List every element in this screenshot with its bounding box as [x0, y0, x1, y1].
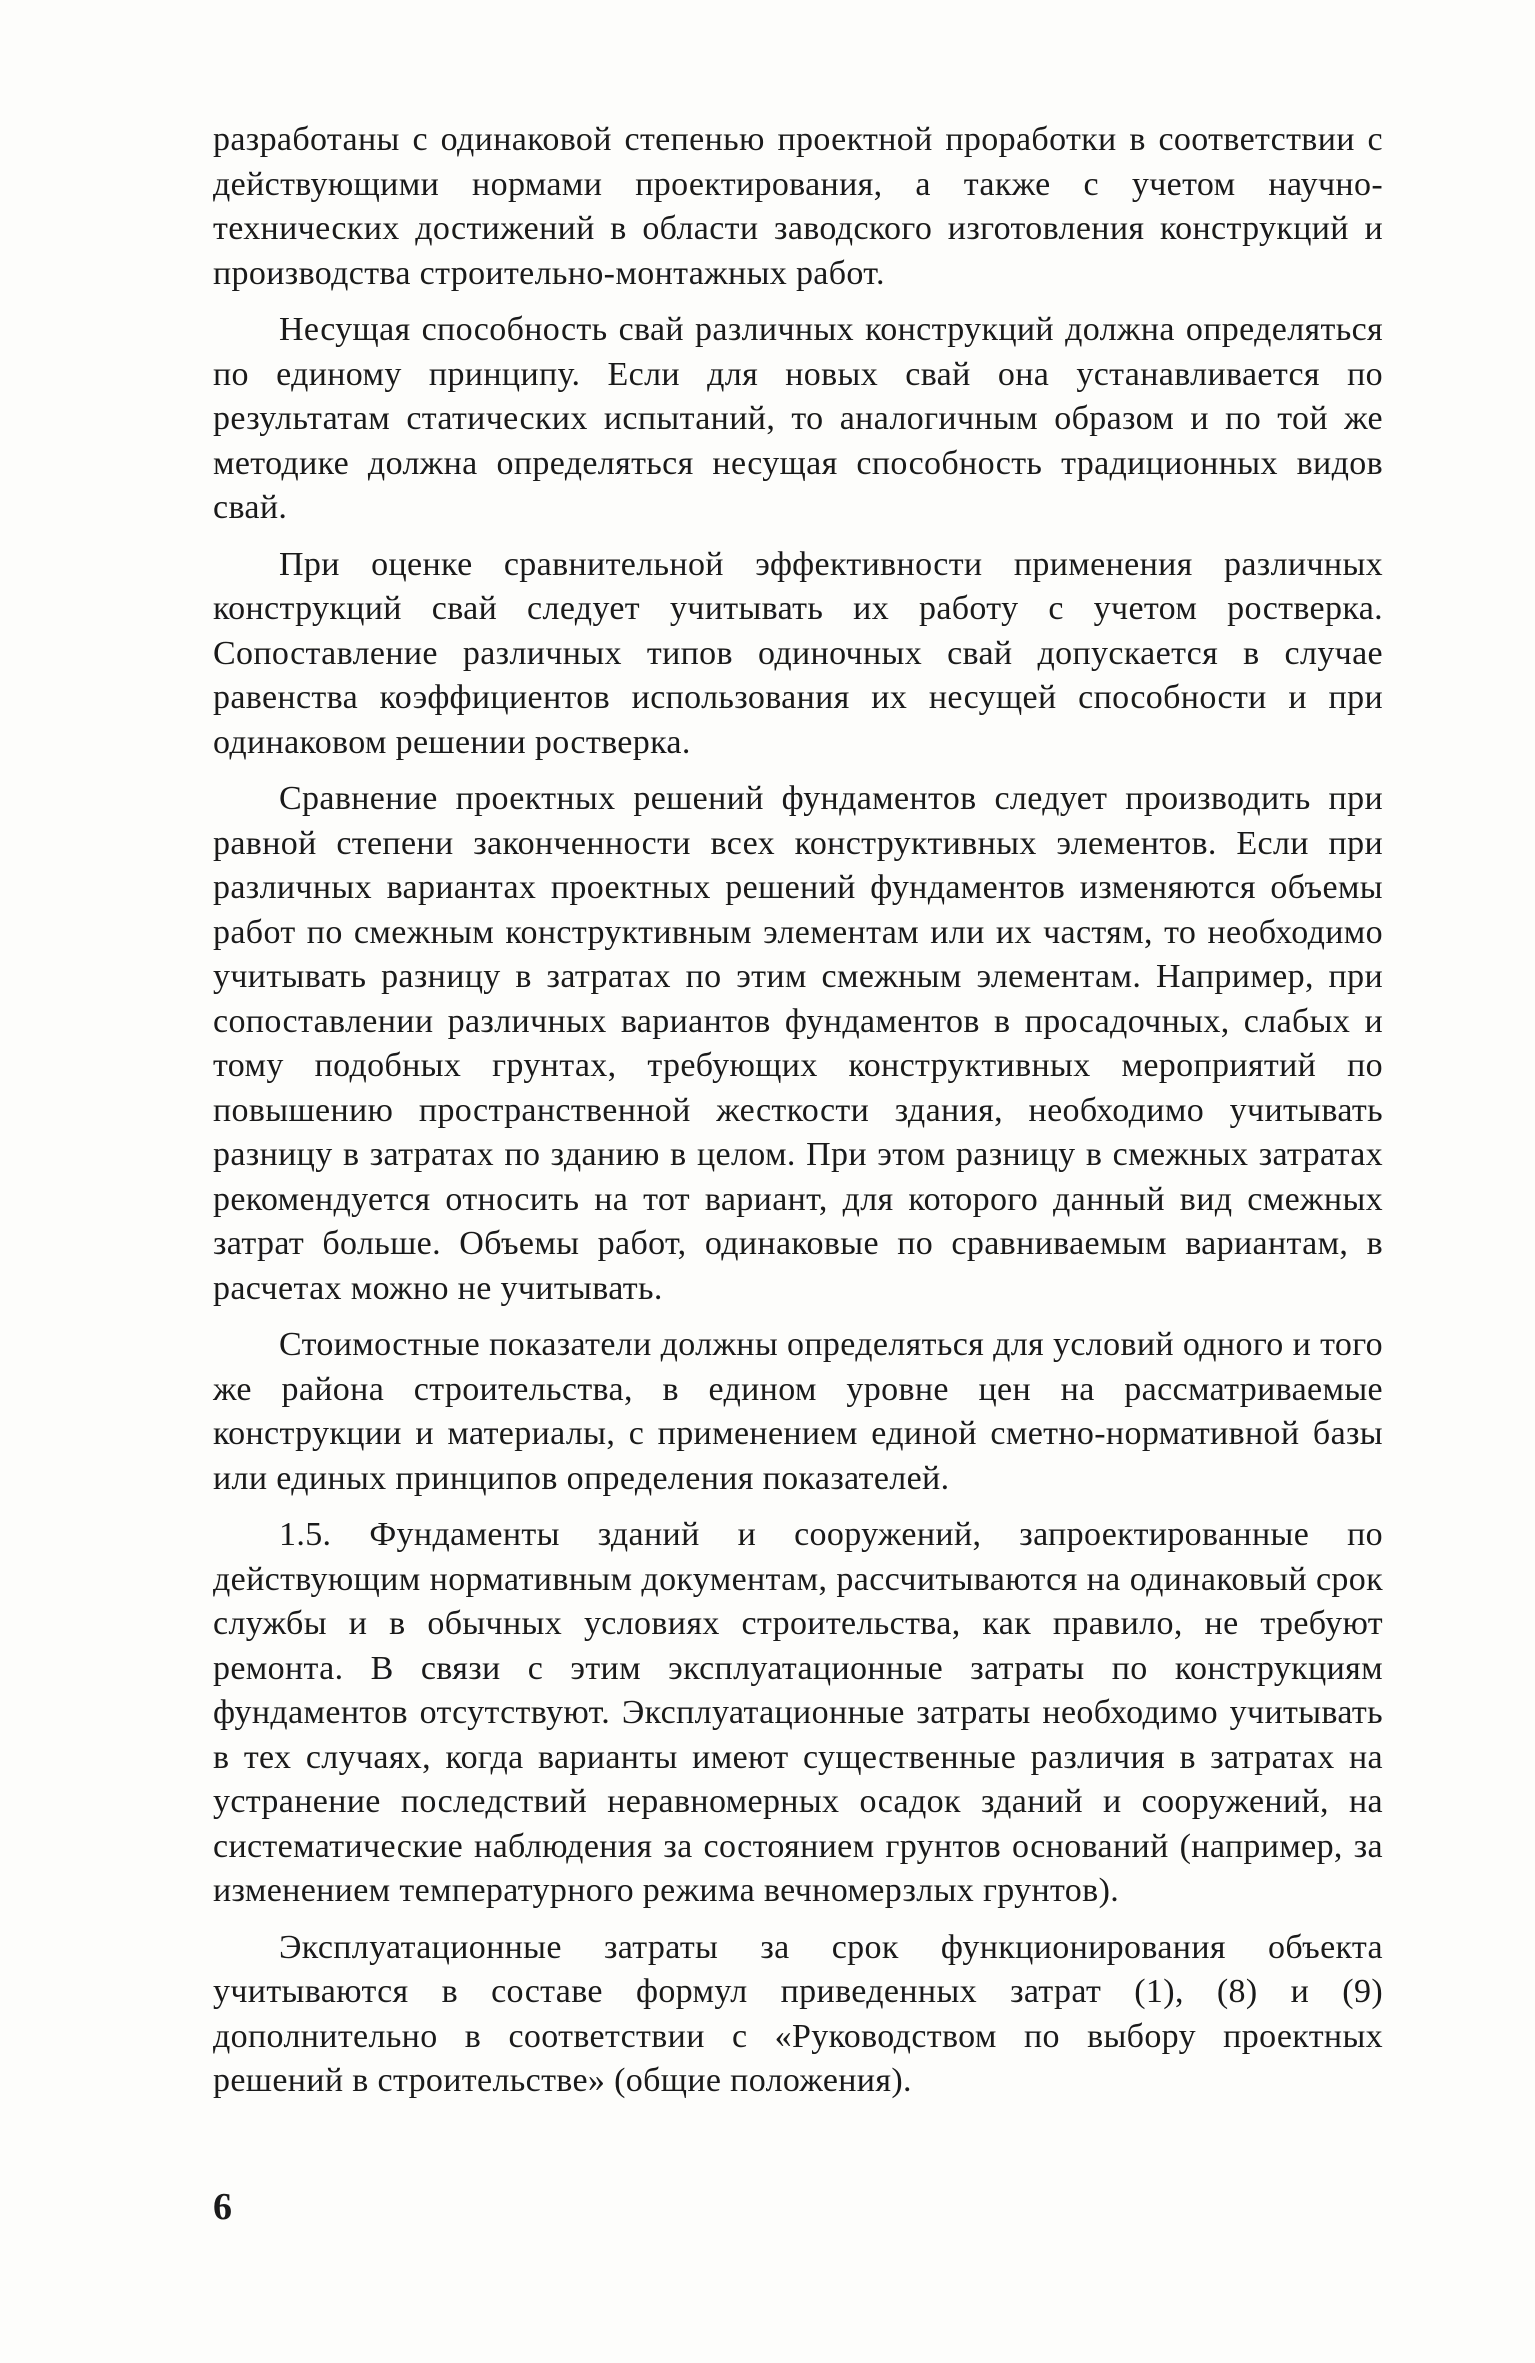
paragraph-pile-efficiency: При оценке сравнительной эффективности применения различных конструкций свай следует учитывать их работу с учетом ростверка. Сопоставление различных типов одиночных свай допускается в случае равенства коэффициентов использования их несущей способности и при одинаковом решении ростверка.	[213, 545, 1383, 761]
paragraph-bearing-capacity: Несущая способность свай различных конструкций должна определяться по единому принципу. Если для новых свай она устанавливается по результатам статических испытаний, то аналогичным образом и по той же методике должна определяться несущая способность традиционных видов свай.	[213, 311, 1383, 526]
paragraph-continuation: разработаны с одинаковой степенью проектной проработки в соответствии с действующими нормами проектирования, а также с учетом научно-технических достижений в области заводского изготовления конструкций и производства строительно-монтажных работ.	[213, 121, 1383, 292]
paragraph-operating-costs: Эксплуатационные затраты за срок функционирования объекта учитываются в составе формул приведенных затрат (1), (8) и (9) дополнительно в соответствии с «Руководством по выбору проектных решений в строительстве» (общие положения).	[213, 1928, 1383, 2099]
paragraph-section-1-5: 1.5. Фундаменты зданий и сооружений, запроектированные по действующим нормативным документам, рассчитываются на одинаковый срок службы и в обычных условиях строительства, как правило, не требуют ремонта. В связи с этим эксплуатационные затраты по конструкциям фундаментов отсутствуют. Эксплуатационные затраты необходимо учитывать в тех случаях, когда варианты имеют существенные различия в затратах на устранение последствий неравномерных осадок зданий и сооружений, на систематические наблюдения за состоянием грунтов оснований (например, за изменением температурного режима вечномерзлых грунтов).	[213, 1516, 1383, 1909]
paragraph-cost-indicators: Стоимостные показатели должны определяться для условий одного и того же района строительства, в едином уровне цен на рассматриваемые конструкции и материалы, с применением единой сметно-нормативной базы или единых принципов определения показателей.	[213, 1326, 1383, 1497]
body-text	[213, 118, 1383, 2116]
paragraph-design-comparison: Сравнение проектных решений фундаментов следует производить при равной степени законченности всех конструктивных элементов. Если при различных вариантах проектных решений фундаментов изменяются объемы работ по смежным конструктивным элементам или их частям, то необходимо учитывать разницу в затратах по этим смежным элементам. Например, при сопоставлении различных вариантов фундаментов в просадочных, слабых и тому подобных грунтах, требующих конструктивных мероприятий по повышению пространственной жесткости здания, необходимо учитывать разницу в затратах по зданию в целом. При этом разницу в смежных затратах рекомендуется относить на тот вариант, для которого данный вид смежных затрат больше. Объемы работ, одинаковые по сравниваемым вариантам, в расчетах можно не учитывать.	[213, 780, 1383, 1307]
page-number: 6	[213, 2186, 232, 2228]
